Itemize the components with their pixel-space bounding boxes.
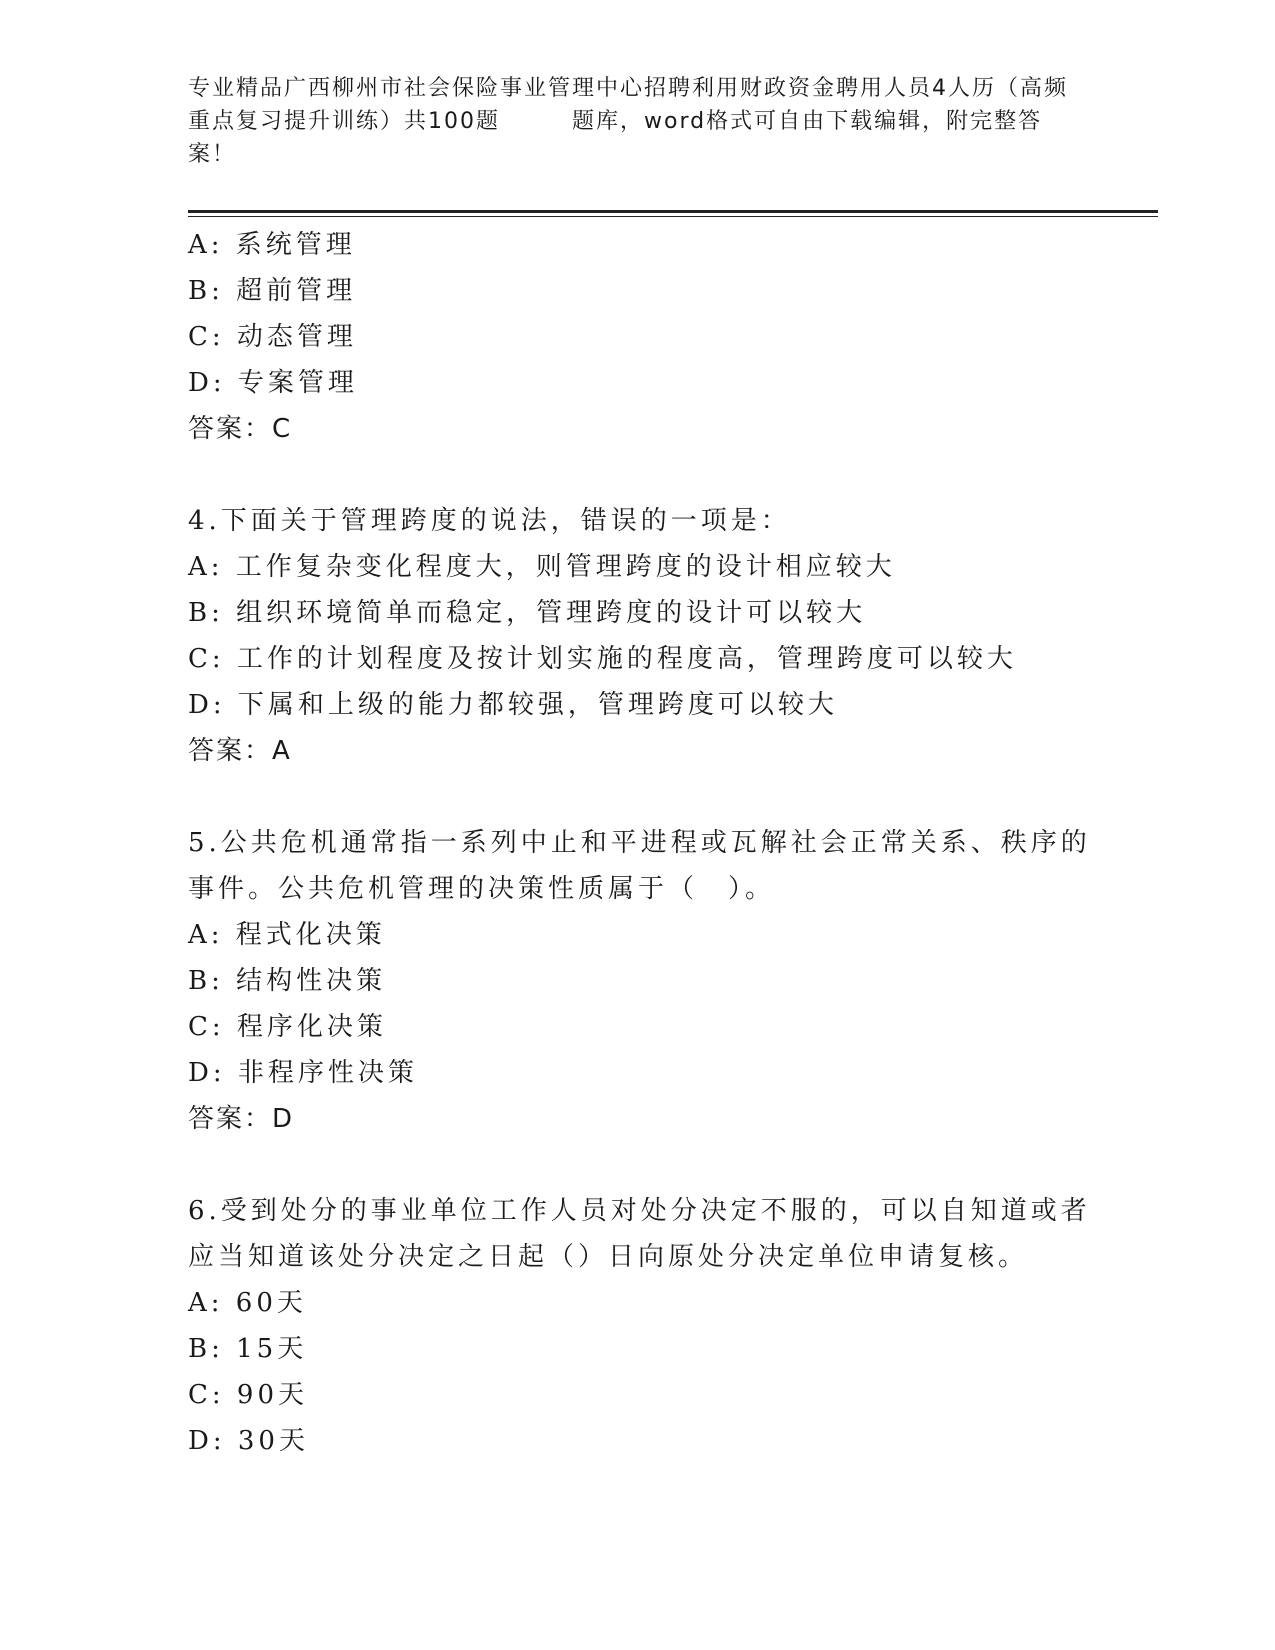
answer-key: 答案：C (188, 414, 293, 444)
question-stem: 应当知道该处分决定之日起（）日向原处分决定单位申请复核。 (188, 1242, 1029, 1272)
answer-option: A: 系统管理 (188, 230, 356, 260)
answer-option: D: 30天 (188, 1426, 309, 1456)
header-divider-thick (188, 210, 1158, 213)
answer-option: D: 专案管理 (188, 368, 358, 398)
answer-option: C: 程序化决策 (188, 1012, 387, 1042)
question-list (188, 222, 1148, 1464)
question-stem: 4.下面关于管理跨度的说法，错误的一项是： (188, 506, 791, 536)
question-stem: 6.受到处分的事业单位工作人员对处分决定不服的，可以自知道或者 (188, 1196, 1091, 1226)
answer-option: D: 非程序性决策 (188, 1058, 418, 1088)
question-spacer (188, 452, 1148, 498)
answer-key: 答案：D (188, 1104, 295, 1134)
question-stem: 5.公共危机通常指一系列中止和平进程或瓦解社会正常关系、秩序的 (188, 828, 1091, 858)
question-block (188, 1142, 1148, 1464)
answer-option: D: 下属和上级的能力都较强，管理跨度可以较大 (188, 690, 838, 720)
answer-option: C: 90天 (188, 1380, 309, 1410)
header-divider-thin (188, 216, 1158, 217)
question-spacer (188, 1142, 1148, 1188)
question-block (188, 452, 1148, 774)
document-header: 专业精品广西柳州市社会保险事业管理中心招聘利用财政资金聘用人员4人历（高频重点复习提升训练）共100题 题库，word格式可自由下载编辑，附完整答案！ (188, 76, 1068, 167)
answer-option: B: 超前管理 (188, 276, 357, 306)
answer-key: 答案：A (188, 736, 292, 766)
answer-option: B: 组织环境简单而稳定，管理跨度的设计可以较大 (188, 598, 867, 628)
question-block (188, 774, 1148, 1142)
question-stem: 事件。公共危机管理的决策性质属于（ ）。 (188, 874, 776, 904)
question-block (188, 222, 1148, 452)
answer-option: A: 60天 (188, 1288, 307, 1318)
answer-option: B: 15天 (188, 1334, 308, 1364)
answer-option: A: 工作复杂变化程度大，则管理跨度的设计相应较大 (188, 552, 896, 582)
answer-option: C: 工作的计划程度及按计划实施的程度高，管理跨度可以较大 (188, 644, 1017, 674)
answer-option: B: 结构性决策 (188, 966, 387, 996)
answer-option: C: 动态管理 (188, 322, 357, 352)
question-spacer (188, 774, 1148, 820)
answer-option: A: 程式化决策 (188, 920, 386, 950)
